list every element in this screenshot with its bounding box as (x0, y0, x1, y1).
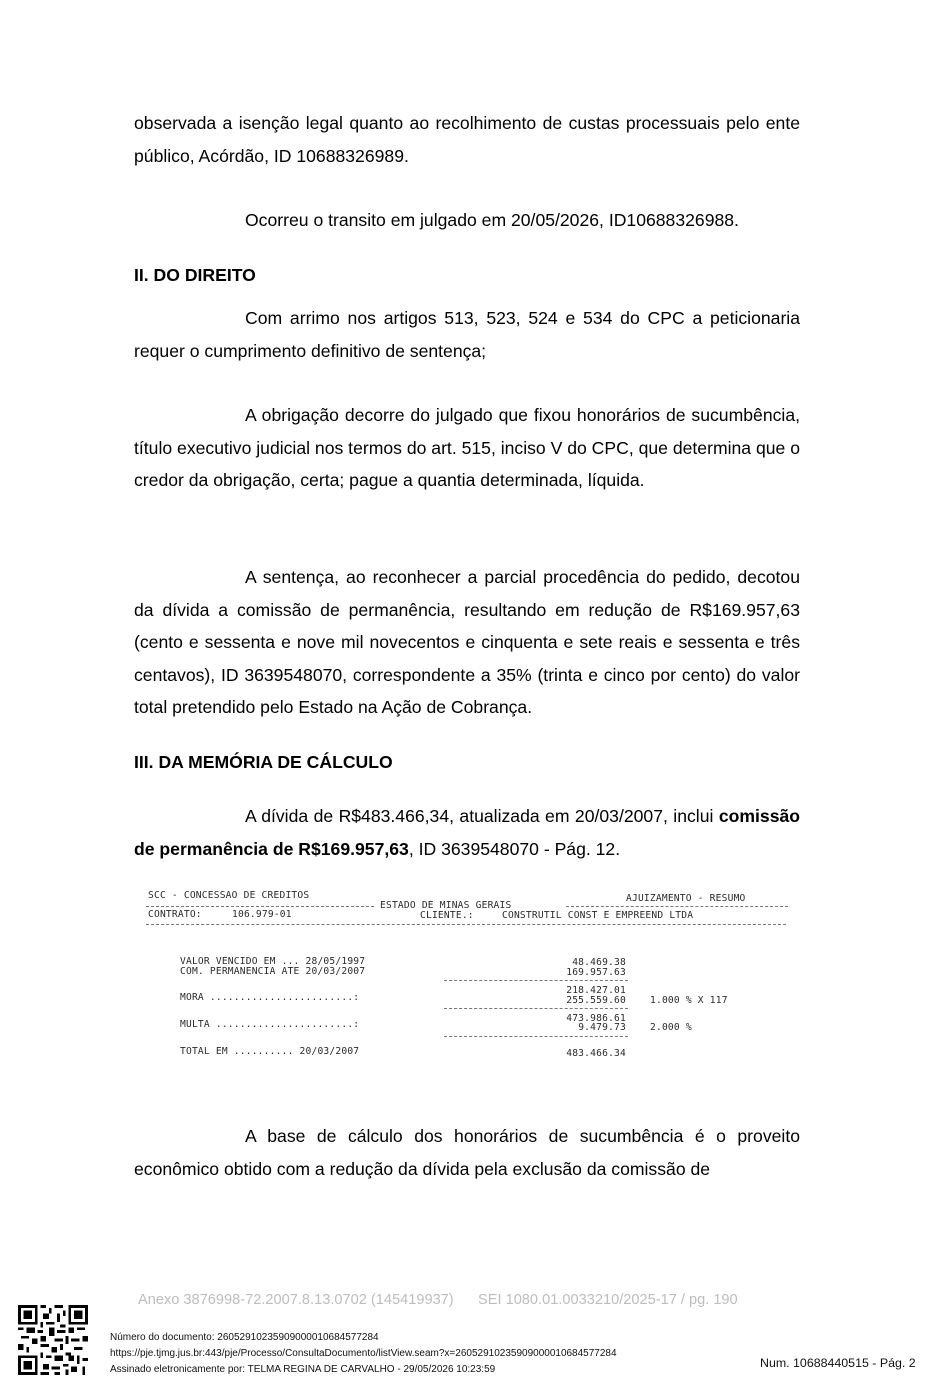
paragraph-artigos: Com arrimo nos artigos 513, 523, 524 e 534 do CPC a peticionaria requer o cumprimento definitivo de sentença; (134, 308, 800, 361)
footer-anexo: Anexo 3876998-72.2007.8.13.0702 (145419937) (138, 1292, 454, 1308)
divida-bold-text: comissão de permanência de R$169.957,63 (134, 806, 801, 859)
scan-rule (146, 906, 374, 907)
heading-memoria-calculo: III. DA MEMÓRIA DE CÁLCULO (134, 752, 393, 772)
scan-rule (444, 1008, 628, 1009)
scan-row-value: 218.427.01 (566, 985, 626, 996)
footer-numero-documento: Número do documento: 26052910235909000010684577284 (110, 1332, 379, 1343)
scan-row-value: 483.466.34 (566, 1048, 626, 1059)
qr-code-icon (18, 1305, 88, 1375)
scan-row-value: 9.479.73 (578, 1022, 626, 1033)
scan-row-label: MORA ........................: (180, 992, 360, 1003)
scan-row-label: TOTAL EM .......... 20/03/2007 (180, 1046, 360, 1057)
scan-rule (444, 1036, 628, 1037)
scan-header-left: SCC - CONCESSAO DE CREDITOS (148, 890, 310, 901)
scan-header-right: AJUIZAMENTO - RESUMO (626, 893, 746, 904)
scan-row-note: 2.000 % (650, 1022, 692, 1033)
scan-row-label: VALOR VENCIDO EM ... 28/05/1997 (180, 956, 366, 967)
paragraph-base-calculo: A base de cálculo dos honorários de sucumbência é o proveito econômico obtido com a redução da dívida pela exclusão da comissão de (134, 1126, 800, 1179)
scan-contrato-label: CONTRATO: (148, 909, 202, 920)
scan-rule (146, 924, 786, 925)
scan-header-center: ESTADO DE MINAS GERAIS (380, 900, 512, 911)
paragraph-obrigacao: A obrigação decorre do julgado que fixou honorários de sucumbência, título executivo judicial nos termos do art. 515, inciso V do CPC, que determina que o credor da obrigação, certa; pague a quantia determinada, líquida. (134, 405, 800, 490)
scan-row-value: 473.986.61 (566, 1013, 626, 1024)
scan-rule (444, 980, 628, 981)
scan-row-label: COM. PERMANENCIA ATE 20/03/2007 (180, 966, 366, 977)
scan-row-value: 169.957.63 (566, 967, 626, 978)
scan-row-label: MULTA .......................: (180, 1019, 360, 1030)
scan-row-value: 48.469.38 (572, 957, 626, 968)
divida-text-a: A dívida de R$483.466,34, atualizada em 20/03/2007, inclui (245, 806, 714, 826)
scan-cliente-value: CONSTRUTIL CONST E EMPREEND LTDA (502, 910, 694, 921)
footer-url[interactable]: https://pje.tjmg.jus.br:443/pje/Processo/ConsultaDocumento/listView.seam?x=26052910235909000010684577284 (110, 1348, 617, 1359)
paragraph-divida (134, 800, 800, 865)
heading-do-direito: II. DO DIREITO (134, 265, 256, 285)
scan-contrato-value: 106.979-01 (232, 909, 292, 920)
scan-cliente-label: CLIENTE.: (420, 910, 474, 921)
paragraph-sentenca: A sentença, ao reconhecer a parcial procedência do pedido, decotou da dívida a comissão de permanência, resultando em redução de R$169.957,63 (cento e sessenta e nove mil novecentos e cinquenta e sete reais e sessenta e três centavos), ID 3639548070, correspondente a 35% (trinta e cinco por cento) do valor total pretendido pelo Estado na Ação de Cobrança. (134, 567, 800, 717)
scan-row-value: 255.559.60 (566, 995, 626, 1006)
footer-sei: SEI 1080.01.0033210/2025-17 / pg. 190 (478, 1292, 738, 1308)
footer-num-pag: Num. 10688440515 - Pág. 2 (760, 1356, 916, 1370)
footer-assinado: Assinado eletronicamente por: TELMA REGINA DE CARVALHO - 29/05/2026 10:23:59 (110, 1364, 496, 1375)
footer-anexo-line (138, 1292, 738, 1308)
scan-rule (566, 906, 788, 907)
divida-text-b: , ID 3639548070 - Pág. 12. (408, 838, 621, 859)
paragraph-transito: Ocorreu o transito em julgado em 20/05/2026, ID10688326988. (245, 210, 739, 230)
paragraph-isencao: observada a isenção legal quanto ao recolhimento de custas processuais pelo ente público, Acórdão, ID 10688326989. (134, 113, 800, 166)
scan-row-note: 1.000 % X 117 (650, 995, 728, 1006)
scanned-calculation-table (134, 880, 800, 1070)
